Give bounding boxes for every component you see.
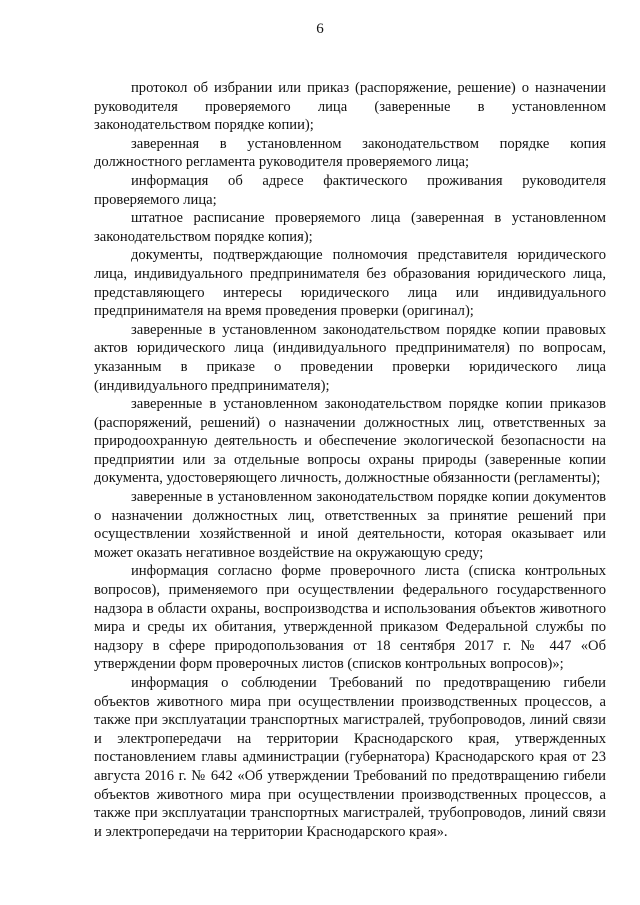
paragraph-residence-address: информация об адресе фактического проживания руководителя проверяемого лица; <box>94 172 606 208</box>
paragraph-representative-authority: документы, подтверждающие полномочия представителя юридического лица, индивидуального предпринимателя без образования юридического лица, представляющего интересы юридического лица или индивидуального предпринимателя на время проведения проверки (оригинал); <box>94 247 606 320</box>
page-number: 6 <box>316 21 324 37</box>
document-body <box>94 79 606 841</box>
paragraph-decision-makers: заверенные в установленном законодательством порядке копии документов о назначении должностных лиц, ответственных за принятие решений при осуществлении хозяйственной и иной деятельности, которая оказывает или может оказать негативное воздействие на окружающую среду; <box>94 489 606 561</box>
paragraph-wildlife-requirements: информация о соблюдении Требований по предотвращению гибели объектов животного мира при осуществлении производственных процессов, а также при эксплуатации транспортных магистралей, трубопроводов, линий связи и электропередачи на территории Краснодарского края, утвержденных постановлением главы администрации (губернатора) Краснодарского края от 23 августа 2016 г. № 642 «Об утверждении Требований по предотвращению гибели объектов животного мира при осуществлении производственных процессов, а также при эксплуатации транспортных магистралей, трубопроводов, линий связи и электропередачи на территории Краснодарского края». <box>94 675 606 840</box>
paragraph-environmental-officers: заверенные в установленном законодательством порядке копии приказов (распоряжений, решений) о назначении должностных лиц, ответственных за природоохранную деятельность и обеспечение экологической безопасности на предприятии или за отдельные вопросы охраны природы (заверенные копии документа, удостоверяющего личность, должностные обязанности (регламенты); <box>94 396 606 487</box>
paragraph-staff-schedule: штатное расписание проверяемого лица (заверенная в установленном законодательством порядке копия); <box>94 210 606 245</box>
paragraph-checklist-info: информация согласно форме проверочного листа (списка контрольных вопросов), применяемого при осуществлении федерального государственного надзора в области охраны, воспроизводства и использования объектов животного мира и среды их обитания, утвержденной приказом Федеральной службы по надзору в сфере природопользования от 18 сентября 2017 г. № 447 «Об утверждении форм проверочных листов (списков контрольных вопросов)»; <box>94 563 606 673</box>
paragraph-job-regulation: заверенная в установленном законодательством порядке копия должностного регламента руководителя проверяемого лица; <box>94 135 606 171</box>
paragraph-election-protocol: протокол об избрании или приказ (распоряжение, решение) о назначении руководителя проверяемого лица (заверенные в установленном законодательством порядке копии); <box>94 80 606 134</box>
paragraph-legal-acts: заверенные в установленном законодательством порядке копии правовых актов юридического лица (индивидуального предпринимателя) по вопросам, указанным в приказе о проведении проверки юридического лица (индивидуального предпринимателя); <box>94 321 606 394</box>
